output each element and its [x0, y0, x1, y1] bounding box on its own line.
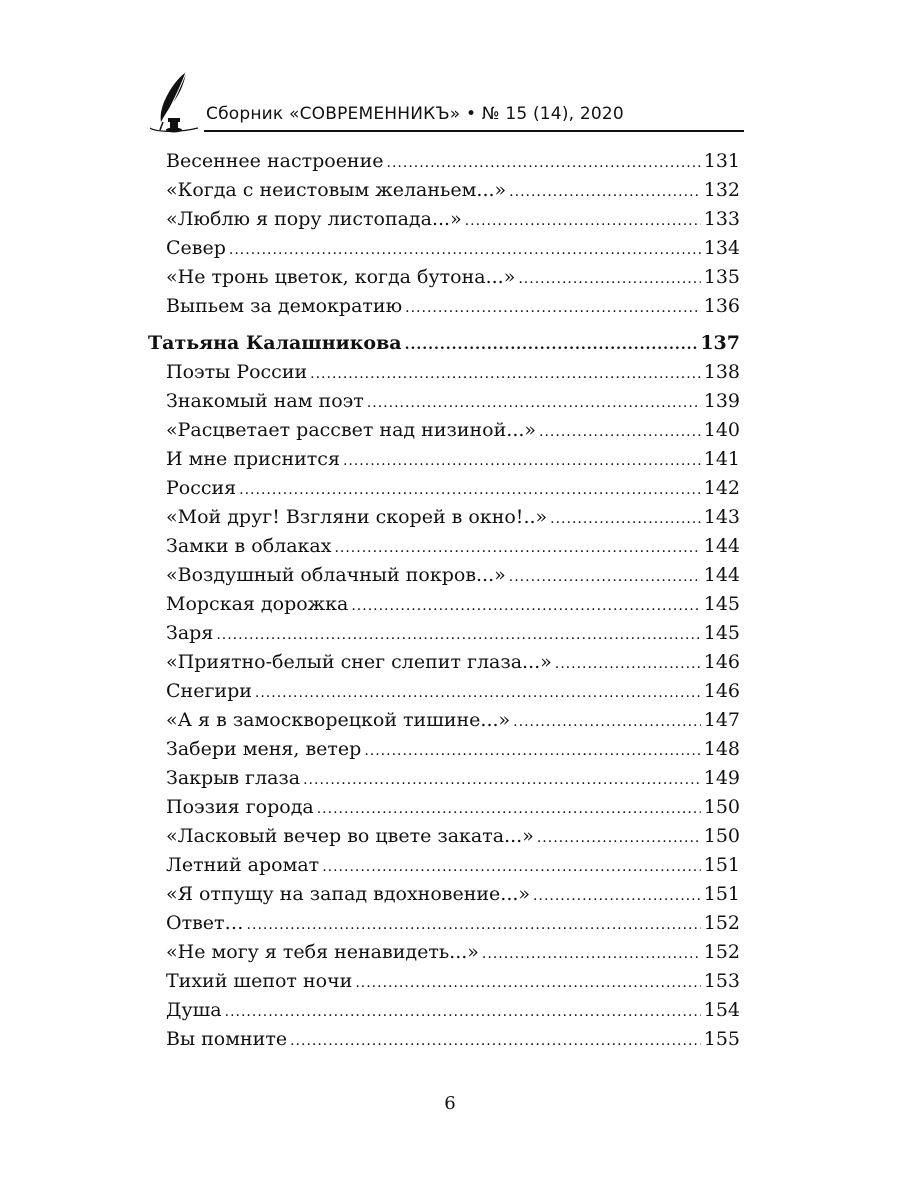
toc-entry-title: Забери меня, ветер	[166, 738, 362, 760]
toc-row	[148, 622, 740, 651]
toc-row	[148, 506, 740, 535]
toc-entry-page: 152	[703, 941, 740, 963]
header-rule	[204, 130, 744, 132]
toc-entry-title: Морская дорожка	[166, 593, 349, 615]
toc-row	[148, 883, 740, 912]
toc-row	[148, 1028, 740, 1057]
toc-entry-title: Выпьем за демократию	[166, 295, 403, 317]
toc-entry-page: 144	[703, 564, 740, 586]
toc-entry-page: 133	[703, 208, 740, 230]
dot-leader	[310, 366, 701, 382]
toc-row	[148, 680, 740, 709]
toc-entry-page: 150	[703, 825, 740, 847]
toc-entry-page: 154	[703, 999, 740, 1021]
toc-row	[148, 419, 740, 448]
toc-row	[148, 593, 740, 622]
toc-row	[148, 266, 740, 295]
dot-leader	[537, 830, 701, 846]
dot-leader	[364, 743, 700, 759]
toc-entry-title: Поэзия города	[166, 796, 314, 818]
toc-row	[148, 999, 740, 1028]
dot-leader	[334, 540, 700, 556]
toc-row	[148, 237, 740, 266]
dot-leader	[255, 685, 701, 701]
toc-entry-page: 148	[703, 738, 740, 760]
dot-leader	[247, 917, 701, 933]
toc-row	[148, 564, 740, 593]
dot-leader	[555, 656, 701, 672]
toc-entry-page: 149	[703, 767, 740, 789]
toc-entry-title: Закрыв глаза	[166, 767, 301, 789]
dot-leader	[518, 271, 700, 287]
toc-entry-title: «Приятно-белый снег слепит глаза...»	[166, 651, 552, 673]
dot-leader	[216, 627, 700, 643]
toc-entry-title: Ответ…	[166, 912, 244, 934]
toc-entry-title: «Я отпущу на запад вдохновение...»	[166, 883, 531, 905]
toc-row	[148, 854, 740, 883]
toc-entry-page: 146	[703, 651, 740, 673]
toc-entry-title: «Люблю я пору листопада...»	[166, 208, 462, 230]
toc-entry-page: 139	[703, 390, 740, 412]
dot-leader	[351, 598, 700, 614]
toc-entry-page: 135	[703, 266, 740, 288]
toc-entry-page: 136	[703, 295, 740, 317]
toc-entry-title: Весеннее настроение	[166, 150, 384, 172]
toc-row	[148, 535, 740, 564]
toc-entry-page: 143	[703, 506, 740, 528]
toc-entry-title: «Не тронь цветок, когда бутона...»	[166, 266, 516, 288]
toc-entry-page: 131	[703, 150, 740, 172]
dot-leader	[290, 1033, 701, 1049]
toc-row	[148, 295, 740, 324]
toc-entry-page: 138	[703, 361, 740, 383]
dot-leader	[322, 859, 701, 875]
toc-entry-page: 140	[703, 419, 740, 441]
dot-leader	[387, 155, 701, 171]
toc-row	[148, 179, 740, 208]
dot-leader	[550, 511, 701, 527]
dot-leader	[405, 337, 698, 353]
dot-leader	[239, 482, 701, 498]
toc-entry-title: «Когда с неистовым желаньем...»	[166, 179, 507, 201]
toc-entry-page: 150	[703, 796, 740, 818]
dot-leader	[225, 1004, 701, 1020]
toc-row	[148, 651, 740, 680]
dot-leader	[367, 395, 701, 411]
toc-row	[148, 208, 740, 237]
toc-entry-page: 147	[703, 709, 740, 731]
dot-leader	[229, 242, 701, 258]
toc-entry-title: Летний аромат	[166, 854, 320, 876]
toc-entry-page: 137	[700, 332, 740, 354]
toc-entry-page: 151	[703, 854, 740, 876]
toc-entry-page: 145	[703, 622, 740, 644]
header-title: Сборник «СОВРЕМЕННИКЪ» • № 15 (14), 2020	[206, 104, 624, 124]
toc-entry-title: Замки в облаках	[166, 535, 332, 557]
toc-row	[148, 970, 740, 999]
toc-entry-page: 152	[703, 912, 740, 934]
dot-leader	[355, 975, 700, 991]
toc-entry-title: «Не могу я тебя ненавидеть...»	[166, 941, 479, 963]
toc-author-row	[148, 332, 740, 361]
toc-entry-title: Север	[166, 237, 226, 259]
page-number: 6	[444, 1093, 456, 1114]
toc-entry-page: 146	[703, 680, 740, 702]
toc-entry-page: 144	[703, 535, 740, 557]
toc-entry-title: Заря	[166, 622, 214, 644]
quill-inkwell-icon	[148, 70, 200, 134]
toc-entry-page: 141	[703, 448, 740, 470]
toc-entry-title: Поэты России	[166, 361, 308, 383]
toc-entry-title: «Ласковый вечер во цвете заката...»	[166, 825, 534, 847]
dot-leader	[533, 888, 701, 904]
dot-leader	[303, 772, 701, 788]
toc-entry-page: 134	[703, 237, 740, 259]
dot-leader	[482, 946, 701, 962]
dot-leader	[513, 714, 701, 730]
toc-entry-title: И мне приснится	[166, 448, 340, 470]
dot-leader	[539, 424, 701, 440]
toc-entry-title: Вы помните	[166, 1028, 288, 1050]
dot-leader	[343, 453, 701, 469]
toc-row	[148, 738, 740, 767]
toc-entry-page: 132	[703, 179, 740, 201]
dot-leader	[509, 184, 701, 200]
toc-entry-title: Душа	[166, 999, 222, 1021]
toc-row	[148, 825, 740, 854]
toc-entry-page: 153	[703, 970, 740, 992]
toc-entry-title: Россия	[166, 477, 237, 499]
toc-entry-page: 142	[703, 477, 740, 499]
running-header	[148, 70, 744, 134]
table-of-contents	[148, 150, 740, 1057]
toc-row	[148, 390, 740, 419]
toc-entry-title: «Мой друг! Взгляни скорей в окно!..»	[166, 506, 548, 528]
toc-entry-title: Знакомый нам поэт	[166, 390, 364, 412]
toc-row	[148, 796, 740, 825]
toc-row	[148, 150, 740, 179]
toc-entry-page: 155	[703, 1028, 740, 1050]
toc-row	[148, 709, 740, 738]
dot-leader	[509, 569, 701, 585]
toc-row	[148, 448, 740, 477]
dot-leader	[405, 300, 701, 316]
toc-row	[148, 767, 740, 796]
toc-row	[148, 941, 740, 970]
toc-entry-title: Татьяна Калашникова	[148, 332, 402, 354]
toc-entry-title: «А я в замоскворецкой тишине...»	[166, 709, 511, 731]
toc-entry-title: «Расцветает рассвет над низиной...»	[166, 419, 537, 441]
dot-leader	[465, 213, 701, 229]
toc-entry-title: Тихий шепот ночи	[166, 970, 353, 992]
dot-leader	[317, 801, 701, 817]
toc-entry-title: Снегири	[166, 680, 252, 702]
toc-entry-page: 145	[703, 593, 740, 615]
toc-row	[148, 477, 740, 506]
toc-row	[148, 361, 740, 390]
toc-entry-page: 151	[703, 883, 740, 905]
toc-entry-title: «Воздушный облачный покров...»	[166, 564, 506, 586]
toc-row	[148, 912, 740, 941]
